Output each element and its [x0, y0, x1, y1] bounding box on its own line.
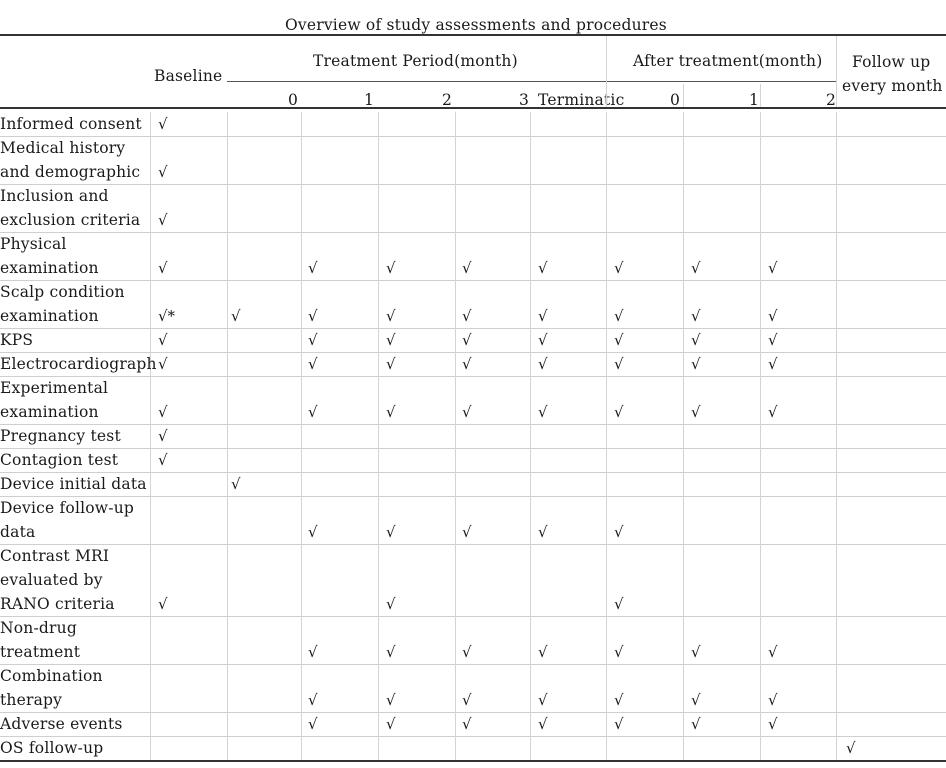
row-label: Informed consent: [0, 115, 142, 133]
check-mark: √: [158, 211, 168, 229]
check-mark: √: [308, 643, 318, 661]
header-every-month: every month: [842, 77, 943, 95]
column-divider: [836, 112, 837, 760]
row-divider: [0, 736, 946, 737]
check-mark: √: [308, 331, 318, 349]
row-label: data: [0, 523, 36, 541]
check-mark: √: [308, 355, 318, 373]
header-rule: [0, 107, 946, 109]
row-label: examination: [0, 307, 99, 325]
row-label: Adverse events: [0, 715, 123, 733]
check-mark: √: [614, 403, 624, 421]
check-mark: √: [158, 331, 168, 349]
row-label: KPS: [0, 331, 34, 349]
subheader-treatment-1: 1: [364, 91, 375, 109]
column-divider: [455, 112, 456, 760]
check-mark: √: [614, 307, 624, 325]
row-divider: [0, 712, 946, 713]
row-label: examination: [0, 259, 99, 277]
check-mark: √: [158, 259, 168, 277]
check-mark: √: [158, 163, 168, 181]
check-mark: √: [386, 259, 396, 277]
check-mark: √: [768, 715, 778, 733]
check-mark: √: [768, 355, 778, 373]
check-mark: √: [308, 403, 318, 421]
check-mark: √: [231, 307, 241, 325]
check-mark: √: [538, 259, 548, 277]
row-label: Contrast MRI: [0, 547, 110, 565]
column-divider: [227, 112, 228, 760]
check-mark: √: [308, 523, 318, 541]
check-mark: √: [308, 715, 318, 733]
check-mark: √: [768, 643, 778, 661]
check-mark: √: [691, 643, 701, 661]
check-mark: √: [386, 403, 396, 421]
row-divider: [0, 544, 946, 545]
row-divider: [0, 472, 946, 473]
column-divider: [606, 112, 607, 760]
check-mark: √: [691, 403, 701, 421]
check-mark: √: [614, 331, 624, 349]
top-rule: [0, 34, 946, 36]
check-mark: √: [538, 715, 548, 733]
check-mark: √: [614, 691, 624, 709]
row-divider: [0, 448, 946, 449]
row-divider: [0, 280, 946, 281]
check-mark: √: [691, 307, 701, 325]
check-mark: √: [158, 451, 168, 469]
row-label: Device follow-up: [0, 499, 135, 517]
check-mark: √: [158, 403, 168, 421]
column-divider: [150, 112, 151, 760]
row-divider: [0, 616, 946, 617]
check-mark: √: [386, 643, 396, 661]
header-treatment-period: Treatment Period(month): [313, 52, 518, 70]
subheader-after-1: 1: [749, 91, 760, 109]
row-label: examination: [0, 403, 99, 421]
check-mark: √: [538, 355, 548, 373]
check-mark: √: [538, 523, 548, 541]
subheader-after-2: 2: [826, 91, 837, 109]
check-mark: √: [691, 715, 701, 733]
check-mark: √: [846, 739, 856, 757]
check-mark: √: [462, 643, 472, 661]
column-divider: [760, 112, 761, 760]
subheader-treatment-2: 2: [442, 91, 453, 109]
bottom-rule: [0, 760, 946, 762]
check-mark: √: [386, 307, 396, 325]
column-divider: [683, 112, 684, 760]
check-mark: √: [768, 403, 778, 421]
check-mark: √: [462, 523, 472, 541]
check-mark: √: [462, 403, 472, 421]
header-divider: [683, 84, 684, 107]
check-mark: √: [614, 643, 624, 661]
check-mark: √: [462, 715, 472, 733]
row-divider: [0, 376, 946, 377]
check-mark: √: [691, 355, 701, 373]
check-mark: √: [231, 475, 241, 493]
check-mark: √: [538, 691, 548, 709]
table-title: Overview of study assessments and procedures: [285, 16, 667, 34]
check-mark: √: [768, 307, 778, 325]
check-mark: √: [614, 595, 624, 613]
header-follow-up: Follow up: [852, 53, 931, 71]
check-mark: √: [462, 307, 472, 325]
subheader-rule: [227, 81, 836, 82]
check-mark: √: [386, 523, 396, 541]
check-mark: √: [614, 355, 624, 373]
row-label: Contagion test: [0, 451, 119, 469]
check-mark: √: [158, 427, 168, 445]
check-mark: √: [308, 691, 318, 709]
subheader-after-0: 0: [670, 91, 681, 109]
check-mark: √: [768, 331, 778, 349]
check-mark: √: [768, 259, 778, 277]
header-divider: [760, 84, 761, 107]
row-divider: [0, 664, 946, 665]
check-mark: √: [614, 523, 624, 541]
row-divider: [0, 352, 946, 353]
row-label: OS follow-up: [0, 739, 104, 757]
row-label: evaluated by: [0, 571, 103, 589]
check-mark: √: [691, 331, 701, 349]
header-divider: [836, 36, 837, 107]
row-label: Medical history: [0, 139, 126, 157]
column-divider: [378, 112, 379, 760]
check-mark: √: [158, 355, 168, 373]
header-baseline: Baseline: [154, 67, 223, 85]
check-mark: √: [462, 259, 472, 277]
column-divider: [530, 112, 531, 760]
header-divider: [606, 36, 607, 107]
row-divider: [0, 136, 946, 137]
row-divider: [0, 184, 946, 185]
header-after-treatment: After treatment(month): [633, 52, 823, 70]
check-mark: √: [462, 355, 472, 373]
check-mark: √*: [158, 307, 176, 325]
row-label: exclusion criteria: [0, 211, 141, 229]
check-mark: √: [538, 403, 548, 421]
row-label: Inclusion and: [0, 187, 109, 205]
subheader-termination: Terminatic: [538, 91, 625, 109]
row-label: Physical: [0, 235, 67, 253]
check-mark: √: [614, 259, 624, 277]
check-mark: √: [308, 307, 318, 325]
row-label: RANO criteria: [0, 595, 115, 613]
check-mark: √: [538, 643, 548, 661]
check-mark: √: [386, 595, 396, 613]
check-mark: √: [158, 115, 168, 133]
check-mark: √: [691, 259, 701, 277]
row-divider: [0, 328, 946, 329]
row-label: Non-drug: [0, 619, 77, 637]
row-divider: [0, 424, 946, 425]
check-mark: √: [386, 331, 396, 349]
check-mark: √: [768, 691, 778, 709]
check-mark: √: [538, 331, 548, 349]
row-divider: [0, 232, 946, 233]
check-mark: √: [158, 595, 168, 613]
check-mark: √: [308, 259, 318, 277]
row-label: Combination: [0, 667, 103, 685]
row-label: and demographic: [0, 163, 141, 181]
check-mark: √: [386, 715, 396, 733]
check-mark: √: [538, 307, 548, 325]
row-label: Electrocardiograph: [0, 355, 157, 373]
row-label: Experimental: [0, 379, 109, 397]
subheader-treatment-3: 3: [519, 91, 530, 109]
check-mark: √: [691, 691, 701, 709]
row-label: therapy: [0, 691, 63, 709]
column-divider: [301, 112, 302, 760]
check-mark: √: [386, 355, 396, 373]
row-label: treatment: [0, 643, 81, 661]
row-divider: [0, 496, 946, 497]
check-mark: √: [386, 691, 396, 709]
check-mark: √: [462, 691, 472, 709]
subheader-treatment-0: 0: [288, 91, 299, 109]
check-mark: √: [462, 331, 472, 349]
row-label: Pregnancy test: [0, 427, 121, 445]
row-label: Scalp condition: [0, 283, 125, 301]
row-label: Device initial data: [0, 475, 147, 493]
check-mark: √: [614, 715, 624, 733]
